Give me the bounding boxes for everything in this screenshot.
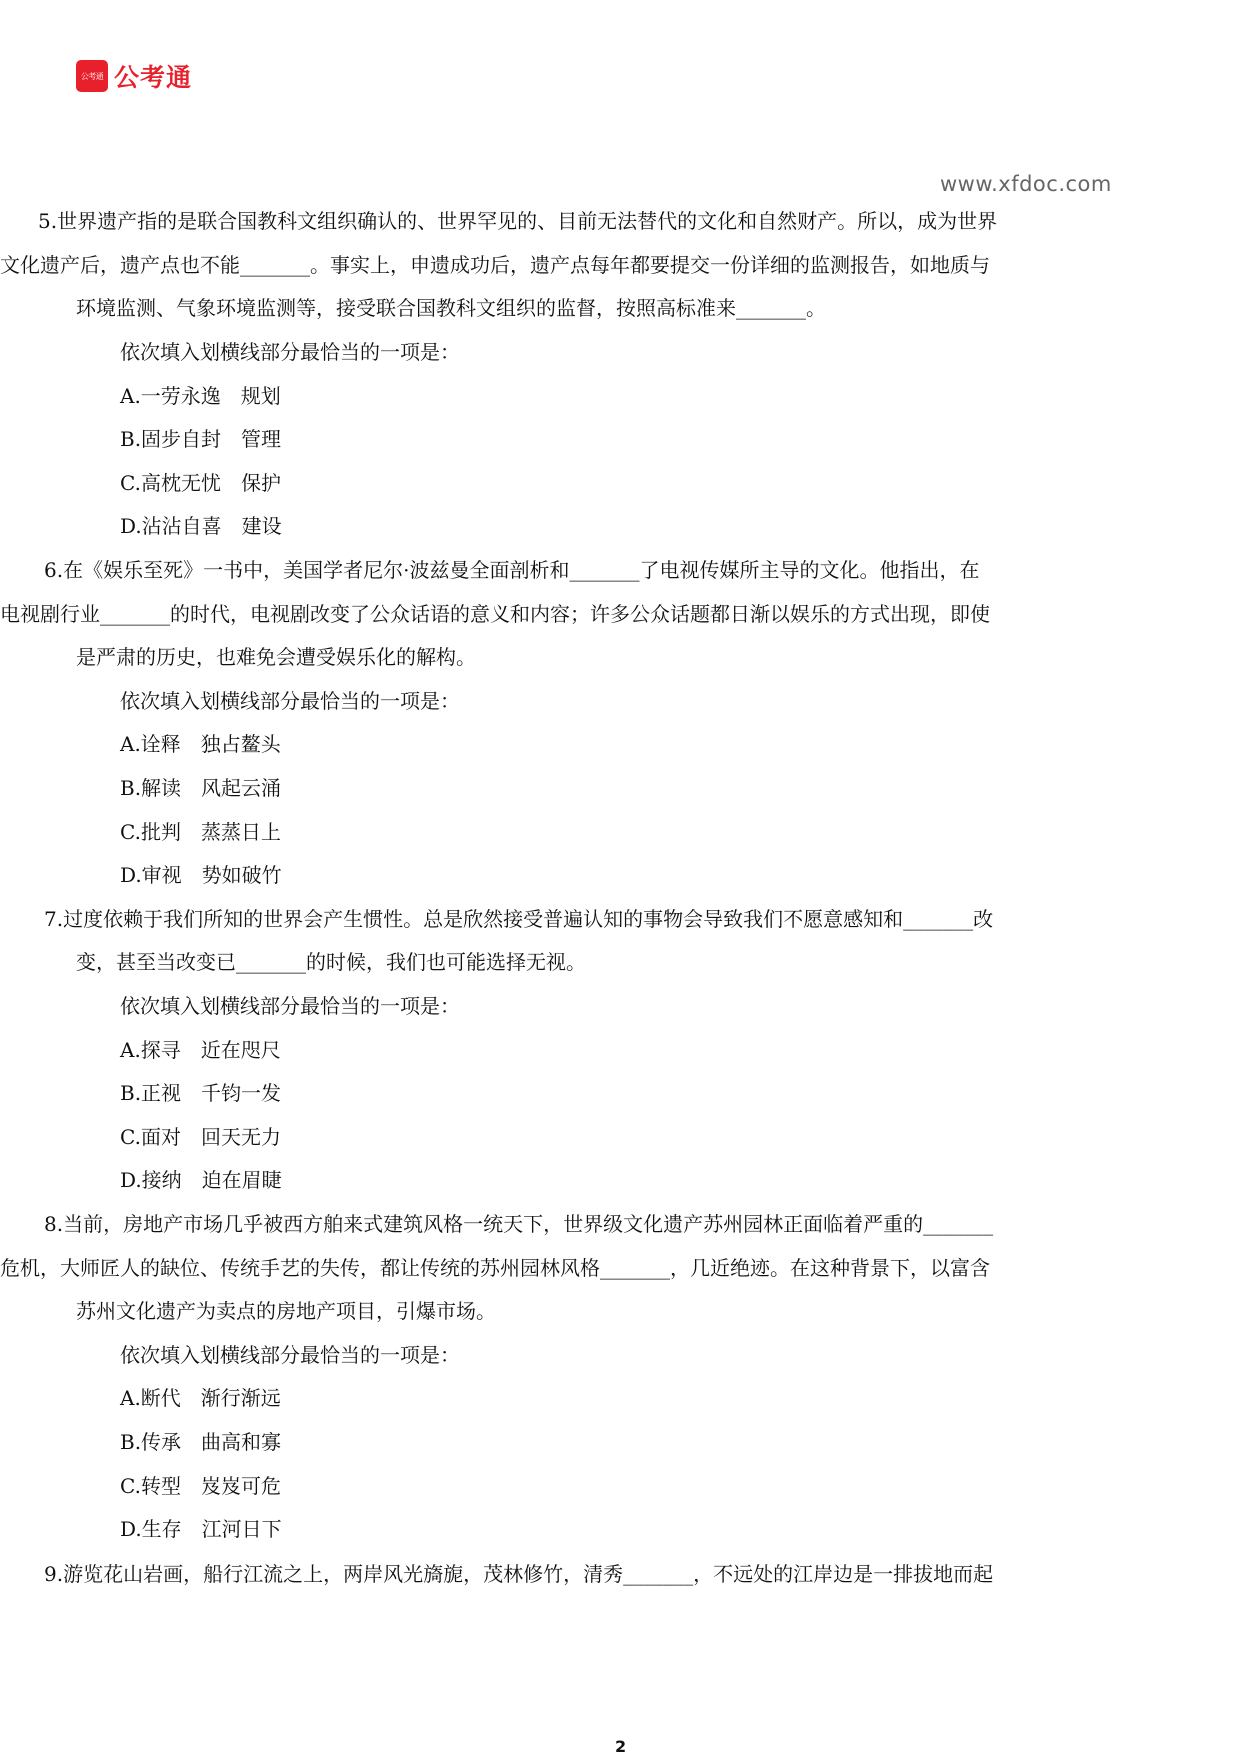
question-5-prompt: 依次填入划横线部分最恰当的一项是： [120,340,460,364]
site-url: www.xfdoc.com [940,172,1112,196]
question-5-line-3: 环境监测、气象环境监测等，接受联合国教科文组织的监督，按照高标准来_______。 [76,296,826,320]
page-number: 2 [615,1737,627,1756]
question-7-option-b: B.正视 千钧一发 [120,1081,282,1105]
question-5-option-a: A.一劳永逸 规划 [120,384,281,408]
question-7-option-a: A.探寻 近在咫尺 [120,1038,281,1062]
question-7-prompt: 依次填入划横线部分最恰当的一项是： [120,994,460,1018]
question-8-line-1: 8.当前，房地产市场几乎被西方舶来式建筑风格一统天下，世界级文化遗产苏州园林正面临着严重的_______ [44,1212,994,1236]
question-5-option-b: B.固步自封 管理 [120,427,282,451]
question-5-option-c: C.高枕无忧 保护 [120,471,281,495]
logo-text: 公考通 [114,63,193,92]
question-6-option-c: C.批判 蒸蒸日上 [120,820,281,844]
question-6-option-b: B.解读 风起云涌 [120,776,282,800]
question-6-prompt: 依次填入划横线部分最恰当的一项是： [120,689,460,713]
question-6-line-2: 电视剧行业_______的时代，电视剧改变了公众话语的意义和内容；许多公众话题都日渐以娱乐的方式出现，即使 [0,602,990,626]
question-8-option-a: A.断代 渐行渐远 [120,1386,281,1410]
question-9-line-1: 9.游览花山岩画，船行江流之上，两岸风光旖旎，茂林修竹，清秀_______，不远处的江岸边是一排拔地而起 [44,1562,994,1586]
question-7-option-d: D.接纳 迫在眉睫 [120,1168,282,1192]
question-7-option-c: C.面对 回天无力 [120,1125,281,1149]
question-7-line-1: 7.过度依赖于我们所知的世界会产生惯性。总是欣然接受普遍认知的事物会导致我们不愿意感知和_______改 [44,907,994,931]
question-6-option-d: D.审视 势如破竹 [120,863,282,887]
question-6-line-3: 是严肃的历史，也难免会遭受娱乐化的解构。 [76,645,476,669]
brand-logo [76,60,192,92]
question-7-line-2: 变，甚至当改变已_______的时候，我们也可能选择无视。 [76,950,586,974]
question-8-line-2: 危机，大师匠人的缺位、传统手艺的失传，都让传统的苏州园林风格_______，几近绝迹。在这种背景下，以富含 [0,1256,990,1280]
question-8-option-d: D.生存 江河日下 [120,1517,282,1541]
question-8-option-b: B.传承 曲高和寡 [120,1430,282,1454]
logo-badge-icon: 公考通 [76,60,108,92]
question-6-option-a: A.诠释 独占鳌头 [120,732,281,756]
question-8-prompt: 依次填入划横线部分最恰当的一项是： [120,1343,460,1367]
question-8-option-c: C.转型 岌岌可危 [120,1474,281,1498]
question-5-line-2: 文化遗产后，遗产点也不能_______。事实上，申遗成功后，遗产点每年都要提交一份详细的监测报告，如地质与 [0,253,990,277]
question-5-line-1: 5.世界遗产指的是联合国教科文组织确认的、世界罕见的、目前无法替代的文化和自然财产。所以，成为世界 [38,209,998,233]
question-6-line-1: 6.在《娱乐至死》一书中，美国学者尼尔·波兹曼全面剖析和_______了电视传媒所主导的文化。他指出，在 [44,558,980,582]
question-8-line-3: 苏州文化遗产为卖点的房地产项目，引爆市场。 [76,1299,496,1323]
question-5-option-d: D.沾沾自喜 建设 [120,514,282,538]
